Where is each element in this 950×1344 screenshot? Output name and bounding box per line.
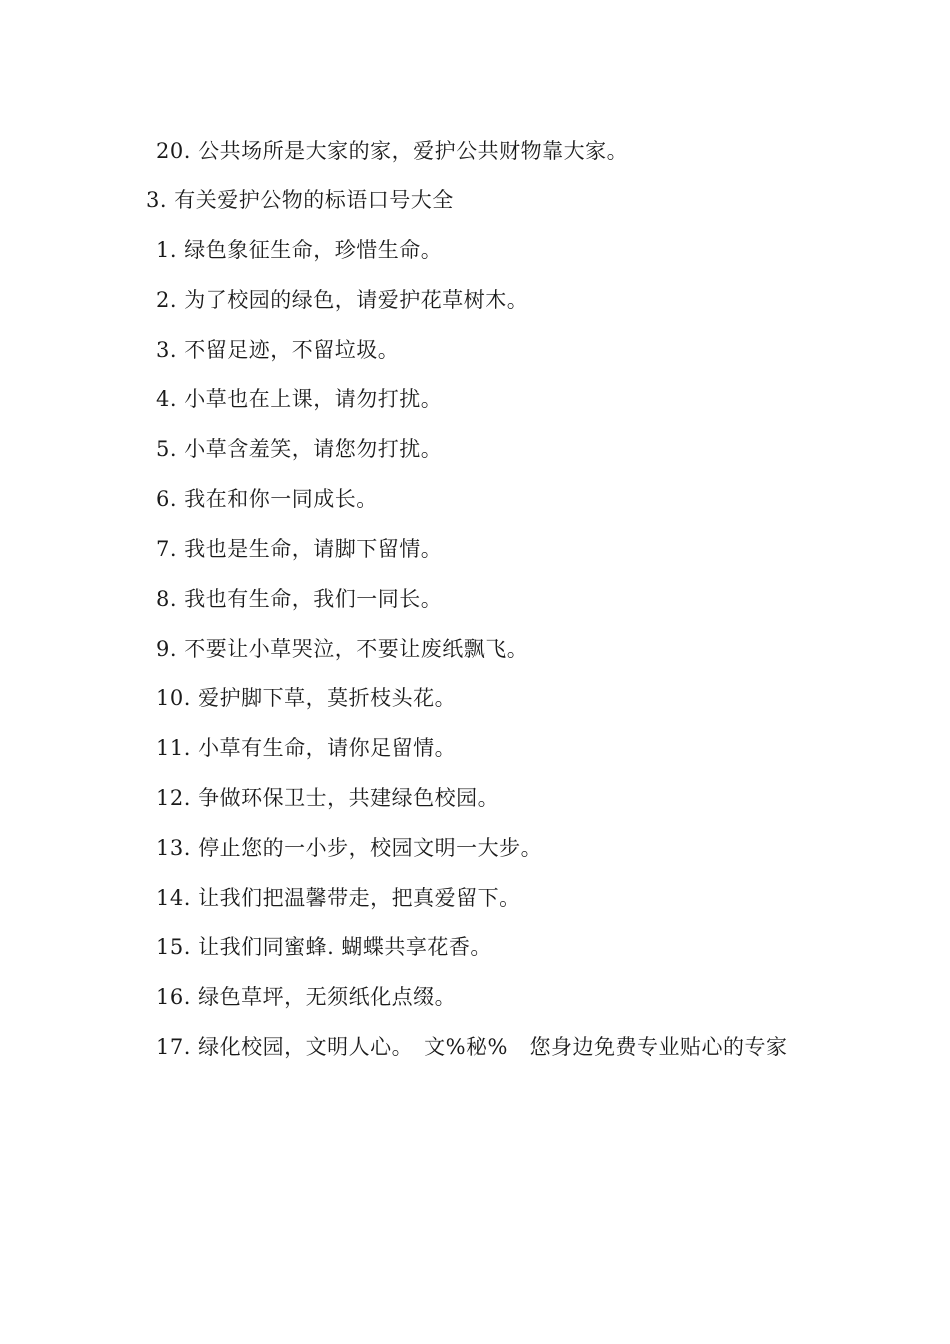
list-item: 17. 绿化校园，文明人心。 文%秘% 您身边免费专业贴心的专家 [156, 1035, 788, 1059]
list-item: 13. 停止您的一小步，校园文明一大步。 [156, 836, 543, 860]
list-item: 16. 绿色草坪，无须纸化点缀。 [156, 985, 457, 1009]
list-item: 6. 我在和你一同成长。 [156, 487, 378, 511]
list-item: 5. 小草含羞笑，请您勿打扰。 [156, 437, 443, 461]
list-item: 1. 绿色象征生命，珍惜生命。 [156, 238, 443, 262]
lead-line: 20. 公共场所是大家的家，爱护公共财物靠大家。 [156, 139, 629, 163]
list-item: 11. 小草有生命，请你足留情。 [156, 736, 457, 760]
list-item: 12. 争做环保卫士，共建绿色校园。 [156, 786, 500, 810]
list-item: 9. 不要让小草哭泣，不要让废纸飘飞。 [156, 637, 529, 661]
list-item: 7. 我也是生命，请脚下留情。 [156, 537, 443, 561]
list-item: 14. 让我们把温馨带走，把真爱留下。 [156, 886, 521, 910]
list-item: 15. 让我们同蜜蜂. 蝴蝶共享花香。 [156, 935, 492, 959]
list-item: 3. 不留足迹，不留垃圾。 [156, 338, 400, 362]
list-item: 4. 小草也在上课，请勿打扰。 [156, 387, 443, 411]
list-item: 10. 爱护脚下草，莫折枝头花。 [156, 686, 457, 710]
list-item: 8. 我也有生命，我们一同长。 [156, 587, 443, 611]
section-heading: 3. 有关爱护公物的标语口号大全 [146, 188, 454, 212]
list-item: 2. 为了校园的绿色，请爱护花草树木。 [156, 288, 529, 312]
